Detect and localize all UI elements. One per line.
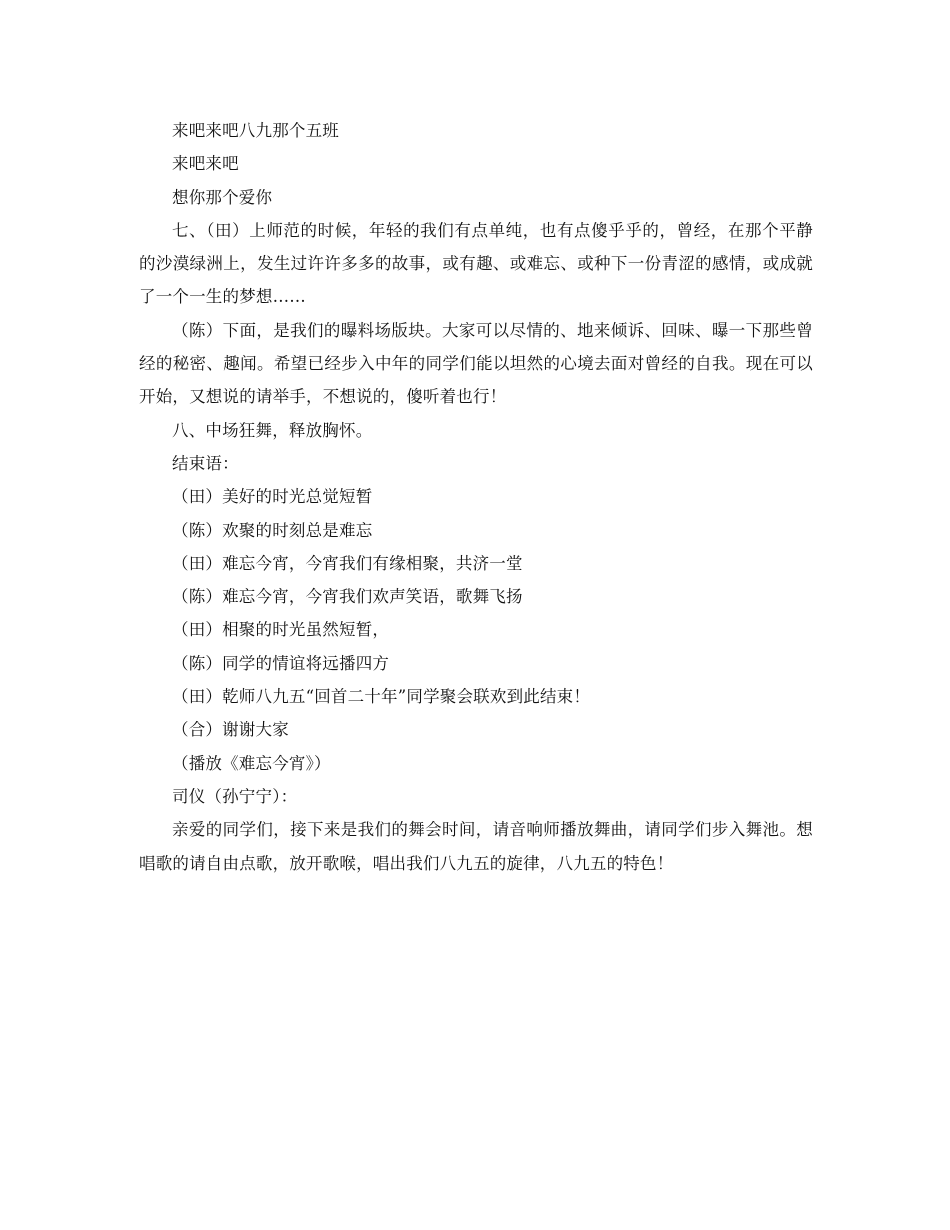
paragraph: 司仪（孙宁宁）：: [172, 786, 298, 806]
paragraph: 来吧来吧: [172, 154, 239, 174]
paragraph: （陈）难忘今宵，今宵我们欢声笑语，歌舞飞扬: [172, 587, 523, 607]
paragraph: （播放《难忘今宵》）: [172, 753, 331, 773]
paragraph: （陈）欢聚的时刻总是难忘: [172, 520, 373, 540]
paragraph: 亲爱的同学们，接下来是我们的舞会时间，请音响师播放舞曲，请同学们步入舞池。想唱歌的请自由点歌，放开歌喉，唱出我们八九五的旋律，八九五的特色！: [139, 820, 813, 873]
paragraph: 结束语：: [172, 453, 239, 473]
paragraph: （田）美好的时光总觉短暂: [172, 487, 373, 507]
paragraph: （合）谢谢大家: [172, 720, 289, 740]
paragraph: （陈）下面，是我们的曝料场版块。大家可以尽情的、地来倾诉、回味、曝一下那些曾经的秘密、趣闻。希望已经步入中年的同学们能以坦然的心境去面对曾经的自我。现在可以开始，又想说的请举手，不想说的，傻听着也行！: [139, 320, 813, 407]
paragraph: 七、（田）上师范的时候，年轻的我们有点单纯，也有点傻乎乎的，曾经，在那个平静的沙漠绿洲上，发生过许许多多的故事，或有趣、或难忘、或种下一份青涩的感情，或成就了一个一生的梦想……: [139, 220, 813, 307]
paragraph: （田）难忘今宵，今宵我们有缘相聚，共济一堂: [172, 553, 523, 573]
paragraph: 想你那个爱你: [172, 187, 273, 207]
paragraph: （陈）同学的情谊将远播四方: [172, 653, 390, 673]
paragraph: 来吧来吧八九那个五班: [172, 121, 339, 140]
paragraph: 八、中场狂舞，释放胸怀。: [172, 420, 373, 440]
document-body: [139, 114, 813, 880]
paragraph: （田）相聚的时光虽然短暂，: [172, 620, 390, 640]
paragraph: （田）乾师八九五“回首二十年”同学聚会联欢到此结束！: [172, 687, 591, 707]
